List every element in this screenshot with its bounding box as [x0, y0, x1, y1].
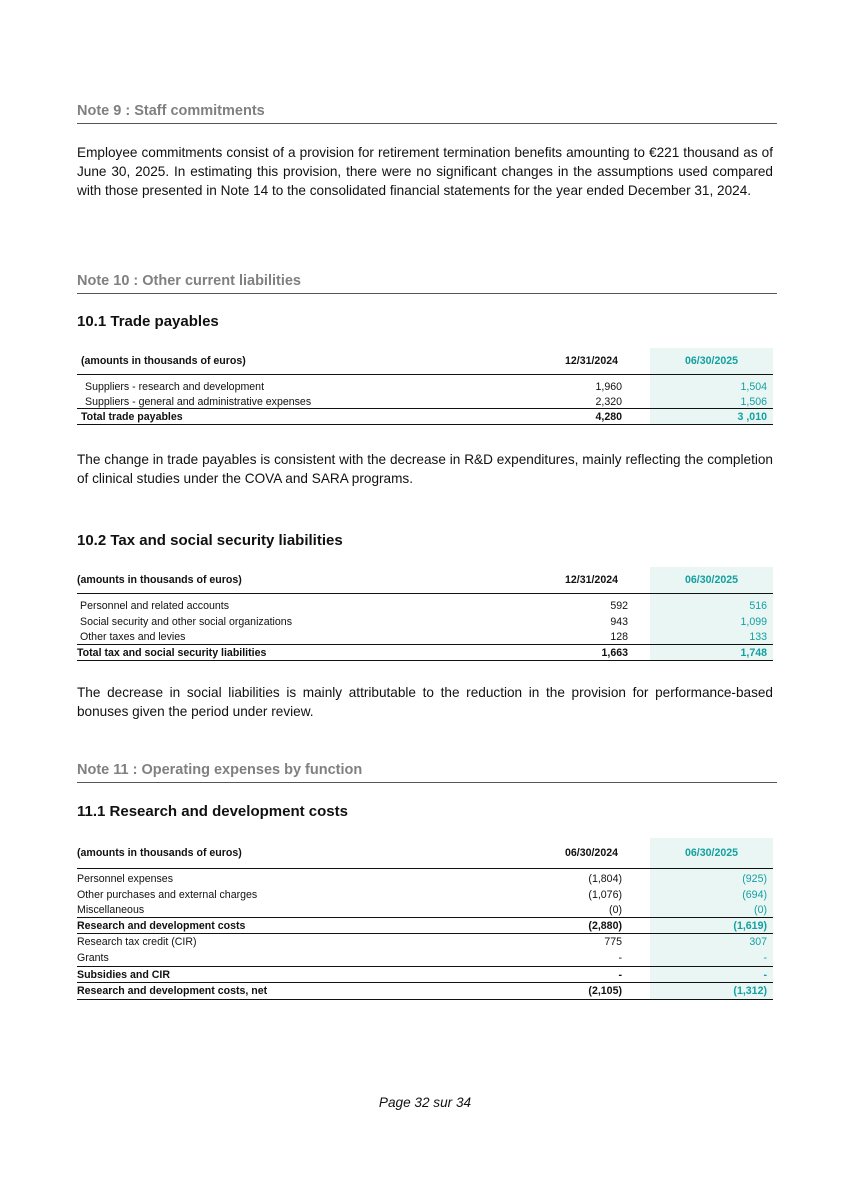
row-label: Research and development costs	[77, 919, 246, 932]
row-col2: (0)	[754, 904, 767, 916]
header-label: (amounts in thousands of euros)	[81, 355, 246, 367]
header-label: (amounts in thousands of euros)	[77, 847, 242, 859]
row-col2: (694)	[742, 889, 767, 901]
header-label: (amounts in thousands of euros)	[77, 574, 242, 586]
row-col2: 1,099	[740, 616, 767, 628]
row-label: Subsidies and CIR	[77, 968, 171, 981]
tax-liabilities-title: 10.2 Tax and social security liabilities	[77, 532, 343, 549]
header-col1: 06/30/2024	[564, 847, 618, 859]
row-col1: 2,320	[595, 395, 622, 408]
row-label: Suppliers - research and development	[85, 381, 265, 393]
row-label: Total tax and social security liabilities	[77, 646, 267, 659]
row-col1: (2,880)	[588, 919, 622, 932]
header-col1: 12/31/2024	[564, 355, 618, 367]
row-col2: -	[763, 968, 767, 981]
row-label: Total trade payables	[81, 410, 183, 423]
row-label: Other taxes and levies	[80, 631, 186, 643]
row-col2: 1,504	[740, 381, 767, 393]
row-col1: 128	[610, 631, 628, 643]
table-row	[77, 950, 773, 967]
row-label: Suppliers - general and administrative expenses	[85, 395, 312, 408]
subtotal-row	[77, 918, 773, 934]
header-col2: 06/30/2025	[684, 574, 739, 586]
rd-costs-title: 11.1 Research and development costs	[77, 803, 348, 820]
row-col1: 1,663	[601, 646, 628, 659]
table-row	[77, 630, 773, 645]
row-col2: 516	[749, 600, 767, 612]
note-9-paragraph: Employee commitments consist of a provision for retirement termination benefits amounting to €221 thousand as of June 30, 2025. In estimating this provision, there were no significant changes in the assumptions used compared with those presented in Note 14 to the consolidated financial statements for the year ended December 31, 2024.	[77, 145, 773, 198]
trade-payables-title: 10.1 Trade payables	[77, 313, 219, 330]
row-col2: 3 ,010	[737, 410, 767, 423]
row-col1: (1,804)	[588, 873, 622, 885]
header-col2: 06/30/2025	[684, 355, 739, 367]
row-col2: 1,748	[740, 646, 767, 659]
trade-payables-comment: The change in trade payables is consistent with the decrease in R&D expenditures, mainly reflecting the completion of clinical studies under the COVA and SARA programs.	[77, 452, 773, 486]
subtotal-row	[77, 967, 773, 983]
rd-costs-table	[77, 838, 773, 1000]
trade-payables-table	[77, 348, 773, 425]
row-label: Social security and other social organizations	[80, 616, 292, 628]
total-row	[77, 645, 773, 661]
page-number: Page 32 sur 34	[378, 1095, 472, 1110]
note-9-heading: Note 9 : Staff commitments	[77, 103, 777, 124]
row-col1: 943	[610, 616, 628, 628]
row-col1: 592	[610, 600, 628, 612]
row-label: Grants	[77, 952, 109, 964]
row-label: Other purchases and external charges	[77, 889, 258, 901]
row-col1: (1,076)	[588, 889, 622, 901]
table-row	[77, 903, 773, 918]
row-label: Personnel expenses	[77, 873, 173, 885]
table-row	[77, 887, 773, 903]
table-row	[77, 379, 773, 395]
tax-liabilities-comment: The decrease in social liabilities is mainly attributable to the reduction in the provision for performance-based bonuses given the period under review.	[77, 685, 773, 719]
header-col2: 06/30/2025	[684, 847, 739, 859]
row-label: Personnel and related accounts	[80, 600, 230, 612]
row-col2: (1,619)	[733, 919, 767, 932]
row-col2: 1,506	[740, 395, 767, 408]
row-col2: (1,312)	[733, 985, 767, 997]
table-header	[77, 567, 773, 594]
note-11-heading: Note 11 : Operating expenses by function	[77, 762, 777, 783]
table-row	[77, 934, 773, 950]
row-label: Miscellaneous	[77, 904, 145, 916]
row-col1: (2,105)	[588, 985, 622, 997]
row-col1: -	[618, 952, 622, 964]
row-col2: -	[763, 952, 767, 964]
table-row	[77, 598, 773, 614]
row-col2: 307	[749, 936, 767, 948]
row-col2: (925)	[742, 873, 767, 885]
row-label: Research tax credit (CIR)	[77, 936, 197, 948]
row-col1: 1,960	[595, 381, 622, 393]
row-col1: (0)	[609, 904, 622, 916]
row-col1: 4,280	[595, 410, 622, 423]
total-row	[77, 983, 773, 1000]
header-col1: 12/31/2024	[564, 574, 618, 586]
table-row	[77, 614, 773, 630]
row-col1: -	[618, 968, 622, 981]
table-header	[77, 348, 773, 375]
table-row	[77, 395, 773, 409]
total-row	[77, 409, 773, 425]
row-col1: 775	[604, 936, 622, 948]
tax-liabilities-table	[77, 567, 773, 661]
row-col2: 133	[749, 631, 767, 643]
table-header	[77, 838, 773, 869]
row-label: Research and development costs, net	[77, 985, 268, 997]
note-10-heading: Note 10 : Other current liabilities	[77, 273, 777, 294]
table-row	[77, 871, 773, 887]
